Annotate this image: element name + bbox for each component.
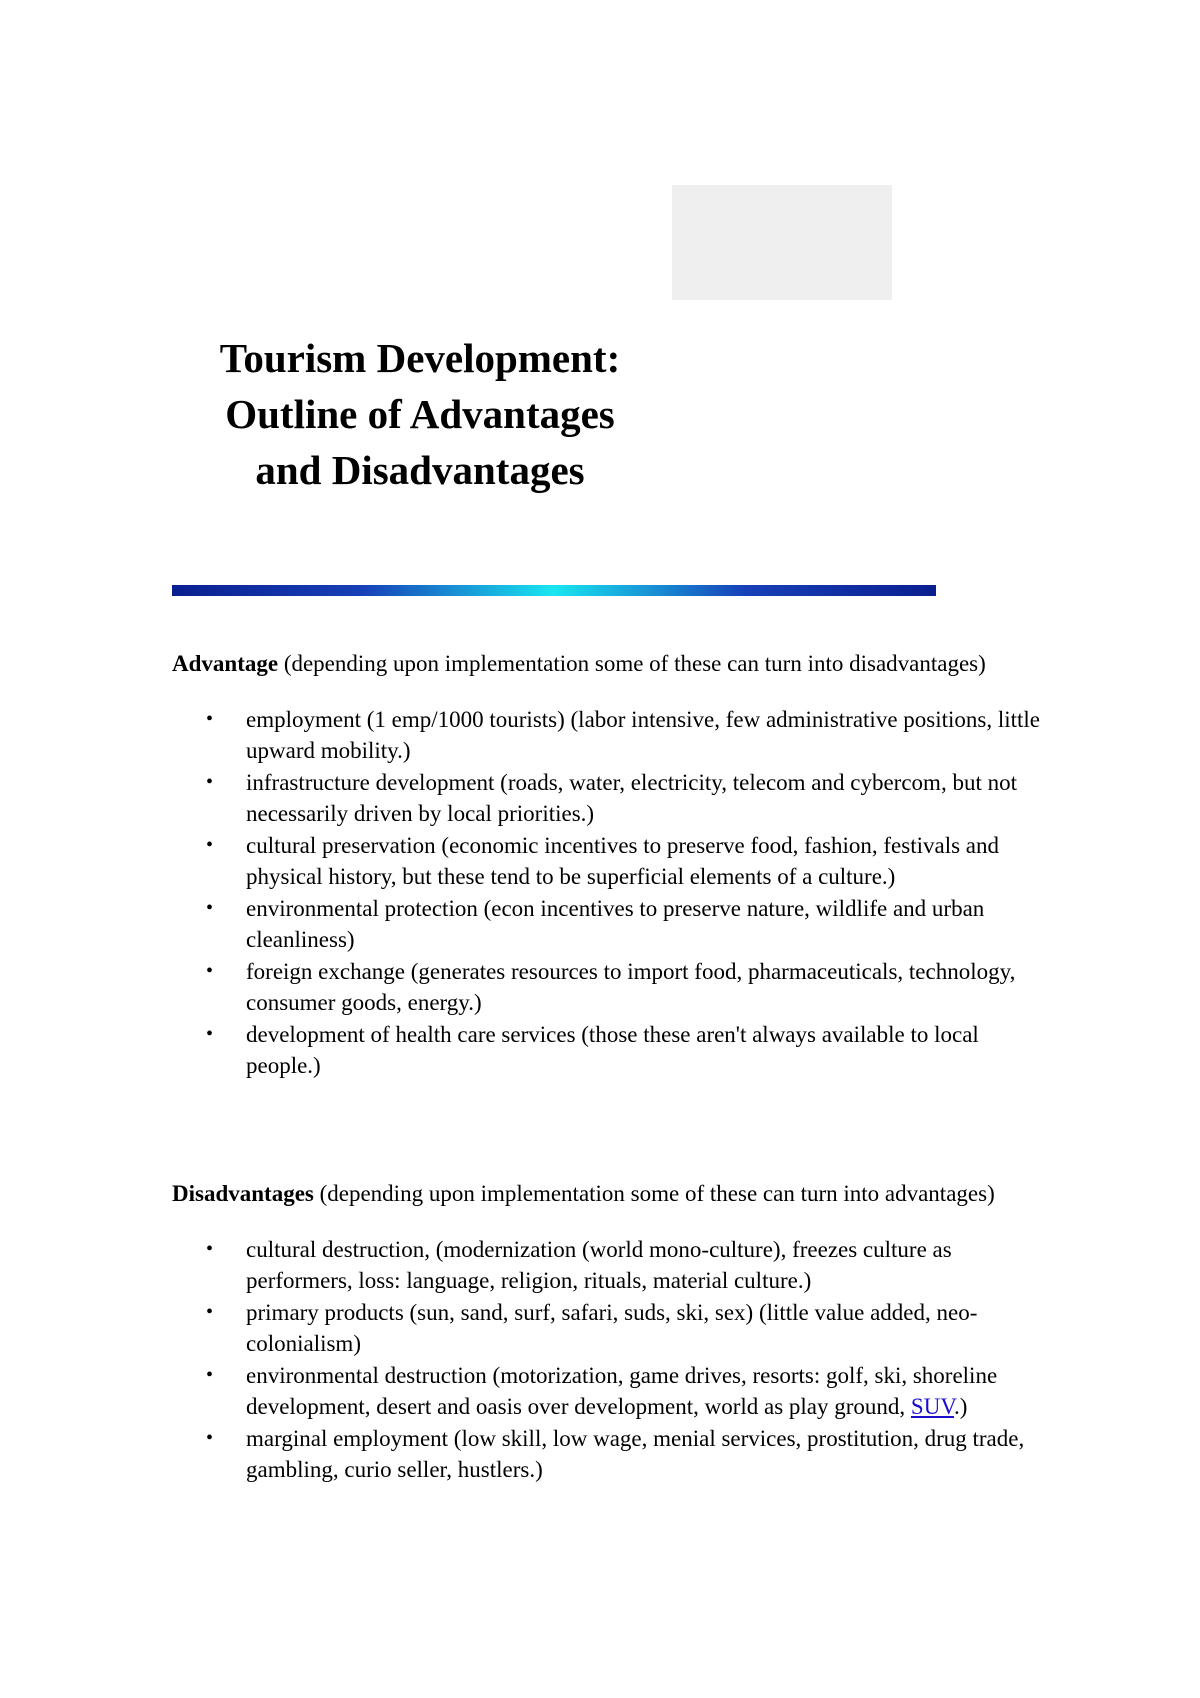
gradient-divider bbox=[172, 585, 936, 596]
bullet-icon: • bbox=[206, 1363, 214, 1386]
bullet-icon: • bbox=[206, 1426, 214, 1449]
page-title bbox=[160, 330, 680, 498]
list-item-text: infrastructure development (roads, water, electricity, telecom and cybercom, but not necessarily driven by local priorities.) bbox=[246, 769, 1017, 826]
disadvantages-note: (depending upon implementation some of these can turn into advantages) bbox=[313, 1181, 995, 1206]
bullet-icon: • bbox=[206, 959, 214, 982]
list-item-text: marginal employment (low skill, low wage, menial services, prostitution, drug trade, gambling, curio seller, hustlers.) bbox=[246, 1425, 1025, 1482]
disadvantages-heading: Disadvantages bbox=[172, 1181, 314, 1206]
list-item bbox=[206, 767, 1042, 830]
advantages-list bbox=[172, 704, 1042, 1082]
bullet-icon: • bbox=[206, 896, 214, 919]
disadvantages-list bbox=[172, 1234, 1042, 1486]
image-placeholder bbox=[672, 185, 892, 300]
list-item-text-after-link: .) bbox=[953, 1394, 968, 1419]
advantages-section bbox=[172, 648, 1042, 1082]
bullet-icon: • bbox=[206, 1300, 214, 1323]
list-item bbox=[206, 893, 1042, 956]
bullet-icon: • bbox=[206, 1022, 214, 1045]
list-item bbox=[206, 1019, 1042, 1082]
list-item bbox=[206, 956, 1042, 1019]
bullet-icon: • bbox=[206, 707, 214, 730]
list-item-text: environmental protection (econ incentives to preserve nature, wildlife and urban cleanliness) bbox=[246, 895, 985, 952]
bullet-icon: • bbox=[206, 770, 214, 793]
title-line-3: and Disadvantages bbox=[255, 447, 585, 493]
advantages-heading-line bbox=[172, 648, 1042, 680]
list-item bbox=[206, 1423, 1042, 1486]
list-item-text: cultural preservation (economic incentives to preserve food, fashion, festivals and physical history, but these tend to be superficial elements of a culture.) bbox=[246, 832, 999, 889]
bullet-icon: • bbox=[206, 1237, 214, 1260]
list-item bbox=[206, 830, 1042, 893]
list-item-text: development of health care services (those these aren't always available to local people.) bbox=[246, 1021, 979, 1078]
list-item-text: employment (1 emp/1000 tourists) (labor intensive, few administrative positions, little upward mobility.) bbox=[246, 706, 1041, 763]
list-item bbox=[206, 1234, 1042, 1297]
list-item-text: cultural destruction, (modernization (world mono-culture), freezes culture as performers, loss: language, religion, rituals, material culture.) bbox=[246, 1236, 952, 1293]
list-item-text-before-link: environmental destruction (motorization, game drives, resorts: golf, ski, shoreline development, desert and oasis over development, world as play ground, bbox=[246, 1362, 998, 1419]
disadvantages-section bbox=[172, 1178, 1042, 1486]
list-item bbox=[206, 704, 1042, 767]
title-line-1: Tourism Development: bbox=[219, 335, 621, 381]
disadvantages-heading-line bbox=[172, 1178, 1042, 1210]
bullet-icon: • bbox=[206, 833, 214, 856]
advantages-heading: Advantage bbox=[172, 651, 279, 676]
title-line-2: Outline of Advantages bbox=[225, 391, 615, 437]
list-item-text: foreign exchange (generates resources to import food, pharmaceuticals, technology, consumer goods, energy.) bbox=[246, 958, 1016, 1015]
list-item bbox=[206, 1360, 1042, 1423]
advantages-note: (depending upon implementation some of these can turn into disadvantages) bbox=[278, 651, 986, 676]
list-item-text: primary products (sun, sand, surf, safari, suds, ski, sex) (little value added, neo-colonialism) bbox=[246, 1299, 978, 1356]
suv-link[interactable]: SUV bbox=[910, 1394, 954, 1419]
list-item bbox=[206, 1297, 1042, 1360]
